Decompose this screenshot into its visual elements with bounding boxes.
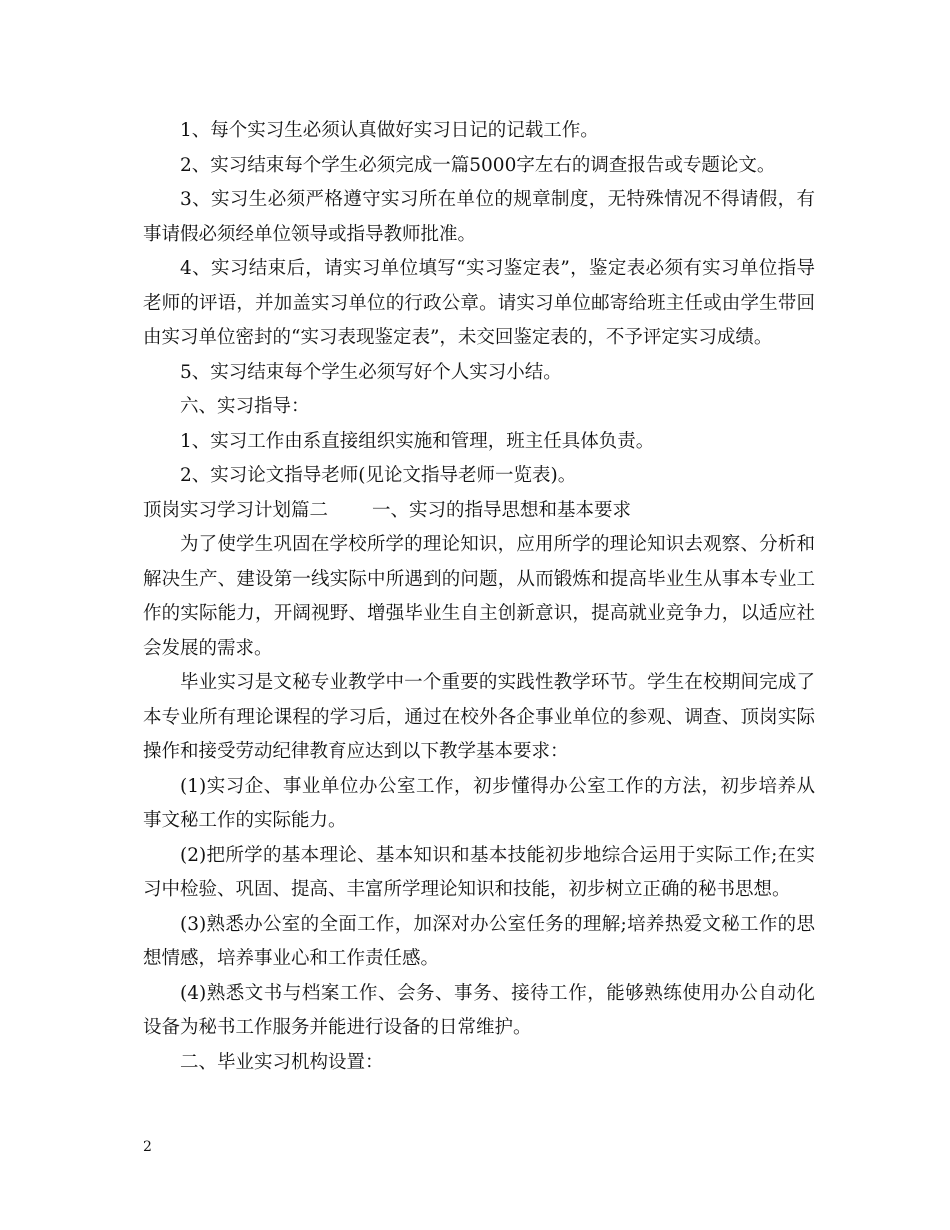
list-item: (2)把所学的基本理论、基本知识和基本技能初步地综合运用于实际工作;在实习中检验、巩固、提高、丰富所学理论知识和技能，初步树立正确的秘书思想。 (143, 844, 815, 900)
paragraph: 1、每个实习生必须认真做好实习日记的记载工作。 (180, 120, 599, 141)
article-subtitle: 一、实习的指导思想和基本要求 (372, 499, 632, 521)
paragraph: 3、实习生必须严格遵守实习所在单位的规章制度，无特殊情况不得请假，有事请假必须经单位领导或指导教师批准。 (143, 189, 815, 245)
paragraph: 为了使学生巩固在学校所学的理论知识，应用所学的理论知识去观察、分析和解决生产、建设第一线实际中所遇到的问题，从而锻炼和提高毕业生从事本专业工作的实际能力，开阔视野、增强毕业生自主创新意识，提高就业竞争力，以适应社会发展的需求。 (143, 534, 815, 659)
paragraph: 2、实习结束每个学生必须完成一篇5000字左右的调查报告或专题论文。 (180, 154, 776, 176)
section-heading: 二、毕业实习机构设置： (180, 1051, 384, 1073)
paragraph: 4、实习结束后，请实习单位填写“实习鉴定表”，鉴定表必须有实习单位指导老师的评语，并加盖实习单位的行政公章。请实习单位邮寄给班主任或由学生带回由实习单位密封的“实习表现鉴定表”，未交回鉴定表的，不予评定实习成绩。 (143, 258, 815, 348)
section-heading: 六、实习指导： (180, 396, 310, 417)
paragraph: 1、实习工作由系直接组织实施和管理，班主任具体负责。 (180, 430, 655, 452)
list-item: (3)熟悉办公室的全面工作，加深对办公室任务的理解;培养热爱文秘工作的思想情感，培养事业心和工作责任感。 (143, 913, 815, 969)
paragraph: 毕业实习是文秘专业教学中一个重要的实践性教学环节。学生在校期间完成了本专业所有理论课程的学习后，通过在校外各企事业单位的参观、调查、顶岗实际操作和接受劳动纪律教育应达到以下教学基本要求： (143, 672, 815, 762)
document-body (143, 114, 815, 1080)
article-title: 顶岗实习学习计划篇二 (143, 499, 329, 521)
article-heading (143, 494, 815, 529)
paragraph: 2、实习论文指导老师(见论文指导老师一览表)。 (180, 465, 577, 486)
paragraph: 5、实习结束每个学生必须写好个人实习小结。 (180, 361, 562, 383)
list-item: (1)实习企、事业单位办公室工作，初步懂得办公室工作的方法，初步培养从事文秘工作的实际能力。 (143, 775, 815, 831)
page-number: 2 (143, 1139, 152, 1155)
heading-spacer (328, 494, 372, 529)
list-item: (4)熟悉文书与档案工作、会务、事务、接待工作，能够熟练使用办公自动化设备为秘书工作服务并能进行设备的日常维护。 (143, 982, 815, 1038)
